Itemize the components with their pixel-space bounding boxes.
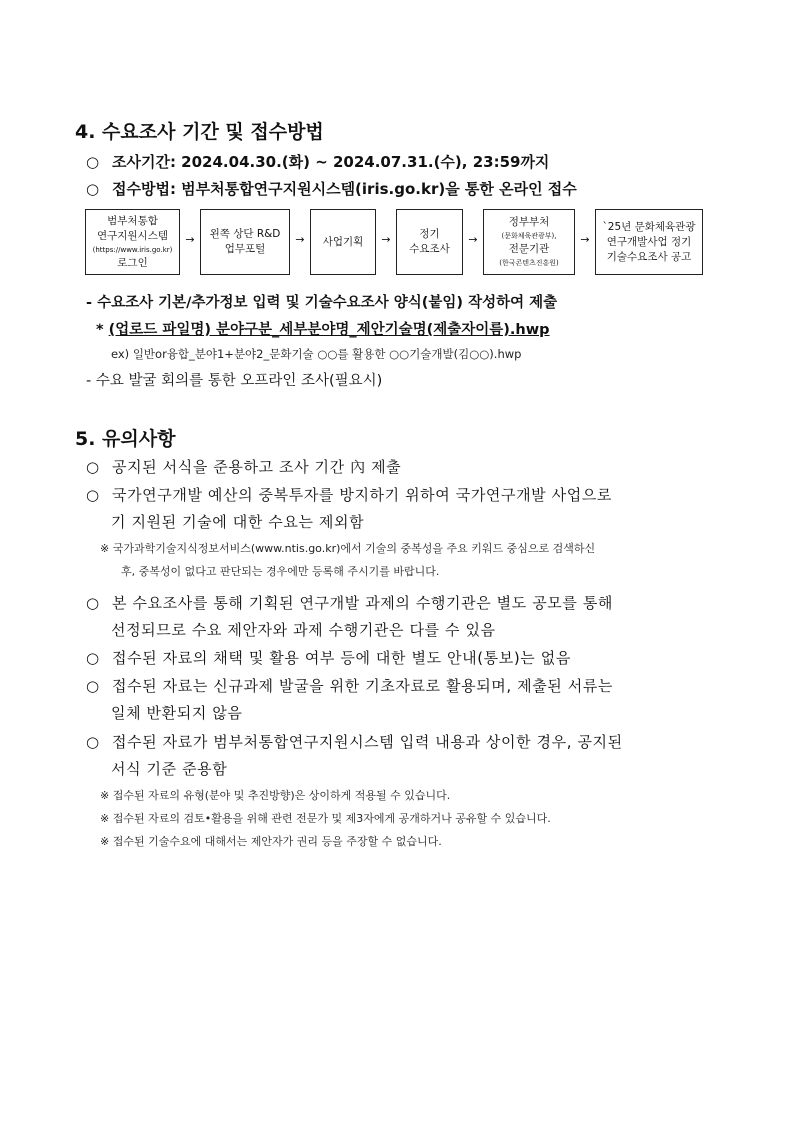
upload-filename-text: (업로드 파일명) 분야구분_세부분야명_제안기술명(제출자이름).hwp xyxy=(108,322,550,338)
method-item xyxy=(86,178,577,199)
section-4-title: 4. 수요조사 기간 및 접수방법 xyxy=(75,121,324,143)
note-text: 국가과학기술지식정보서비스(www.ntis.go.kr)에서 기술의 중복성을 주요 키워드 중심으로 검색하신 xyxy=(112,542,596,555)
offline-survey: - 수요 발굴 회의를 통한 오프라인 조사(필요시) xyxy=(86,373,383,389)
flow-step-text: 수요조사 xyxy=(409,243,450,255)
flow-step-text: `25년 문화체육관광 xyxy=(602,220,696,233)
ntis-note xyxy=(100,540,595,556)
flow-step-url: (https://www.iris.go.kr) xyxy=(92,245,173,254)
flow-step-text: 전문기관 xyxy=(508,243,550,255)
flow-step-text: 정부부처 xyxy=(508,216,550,228)
notice-item xyxy=(86,675,613,696)
bullet-marker: ○ xyxy=(86,486,100,504)
note-marker: ※ xyxy=(100,812,110,825)
note-item xyxy=(100,810,551,826)
notice-item xyxy=(86,456,401,477)
notice-text-continued: 기 지원된 기술에 대한 수요는 제외함 xyxy=(111,513,365,531)
flow-step-text: 왼쪽 상단 R&D xyxy=(209,228,281,240)
arrow-right-icon: → xyxy=(185,233,195,246)
notice-text: 접수된 자료는 신규과제 발굴을 위한 기초자료로 활용되며, 제출된 서류는 xyxy=(112,677,614,695)
submit-instruction: - 수요조사 기본/추가정보 입력 및 기술수요조사 양식(붙임) 작성하여 제출 xyxy=(86,295,558,311)
flow-step-text: 정기 xyxy=(419,228,440,240)
notice-item xyxy=(86,731,623,752)
flow-step-subtext: (한국콘텐츠진흥원) xyxy=(499,259,559,267)
filename-example: ex) 일반or융합_분야1+분야2_문화기술 ○○를 활용한 ○○기술개발(김○○).hwp xyxy=(111,347,522,361)
bullet-marker: ○ xyxy=(86,458,100,476)
flow-step-text: 연구개발사업 정기 xyxy=(606,235,692,248)
notice-text: 공지된 서식을 준용하고 조사 기간 內 제출 xyxy=(112,458,402,476)
flow-step-subtext: (문화체육관광부), xyxy=(501,232,557,240)
notice-text: 접수된 자료가 범부처통합연구지원시스템 입력 내용과 상이한 경우, 공지된 xyxy=(112,733,623,751)
flow-step-text: 연구지원시스템 xyxy=(96,229,168,242)
note-item xyxy=(100,787,450,803)
notice-text: 국가연구개발 예산의 중복투자를 방지하기 위하여 국가연구개발 사업으로 xyxy=(112,486,613,504)
bullet-marker: ○ xyxy=(86,677,100,695)
notice-item xyxy=(86,484,612,505)
period-item xyxy=(86,151,549,172)
notice-text-continued: 일체 반환되지 않음 xyxy=(111,704,243,722)
notice-text-continued: 선정되므로 수요 제안자와 과제 수행기관은 다를 수 있음 xyxy=(111,621,496,639)
flow-step-text: 로그인 xyxy=(117,256,148,269)
notice-item xyxy=(86,647,571,668)
note-marker: ※ xyxy=(100,542,110,555)
flow-step-text: 업무포털 xyxy=(224,243,266,255)
arrow-right-icon: → xyxy=(381,233,391,246)
notice-text: 접수된 자료의 채택 및 활용 여부 등에 대한 별도 안내(통보)는 없음 xyxy=(112,649,571,667)
arrow-right-icon: → xyxy=(295,233,305,246)
section-5-title: 5. 유의사항 xyxy=(75,428,176,450)
flow-step-announcement xyxy=(595,209,703,275)
arrow-right-icon: → xyxy=(468,233,478,246)
bullet-marker: ○ xyxy=(86,733,100,751)
period-text: 조사기간: 2024.04.30.(화) ~ 2024.07.31.(수), 23:59까지 xyxy=(112,153,550,171)
bullet-marker: ○ xyxy=(86,180,100,198)
notice-text: 본 수요조사를 통해 기획된 연구개발 과제의 수행기관은 별도 공모를 통해 xyxy=(112,594,614,612)
note-marker: ※ xyxy=(100,789,110,802)
note-text: 접수된 기술수요에 대해서는 제안자가 권리 등을 주장할 수 없습니다. xyxy=(112,835,442,848)
flow-step-planning xyxy=(310,209,376,275)
bullet-marker: ○ xyxy=(86,649,100,667)
notice-item xyxy=(86,592,613,613)
bullet-marker: ○ xyxy=(86,594,100,612)
flow-step-regular-survey xyxy=(396,209,463,275)
arrow-right-icon: → xyxy=(580,233,590,246)
note-text: 접수된 자료의 검토•활용을 위해 관련 전문가 및 제3자에게 공개하거나 공유할 수 있습니다. xyxy=(112,812,551,825)
note-text: 접수된 자료의 유형(분야 및 추진방향)은 상이하게 적용될 수 있습니다. xyxy=(112,789,451,802)
flow-step-iris-login xyxy=(85,209,180,275)
asterisk-marker: * xyxy=(96,322,109,338)
note-item xyxy=(100,833,442,849)
flow-step-text: 사업기획 xyxy=(322,235,364,248)
flow-step-rnd-portal xyxy=(200,209,290,275)
note-marker: ※ xyxy=(100,835,110,848)
ntis-note-continued: 후, 중복성이 없다고 판단되는 경우에만 등록해 주시기를 바랍니다. xyxy=(121,565,440,578)
flow-step-text: 범부처통합 xyxy=(107,214,158,227)
flow-step-agency xyxy=(483,209,575,275)
notice-text-continued: 서식 기준 준용함 xyxy=(111,760,228,778)
bullet-marker: ○ xyxy=(86,153,100,171)
upload-filename xyxy=(96,318,550,339)
method-text: 접수방법: 범부처통합연구지원시스템(iris.go.kr)을 통한 온라인 접수 xyxy=(112,180,577,198)
submission-flow xyxy=(85,209,705,277)
flow-step-text: 기술수요조사 공고 xyxy=(606,250,692,263)
